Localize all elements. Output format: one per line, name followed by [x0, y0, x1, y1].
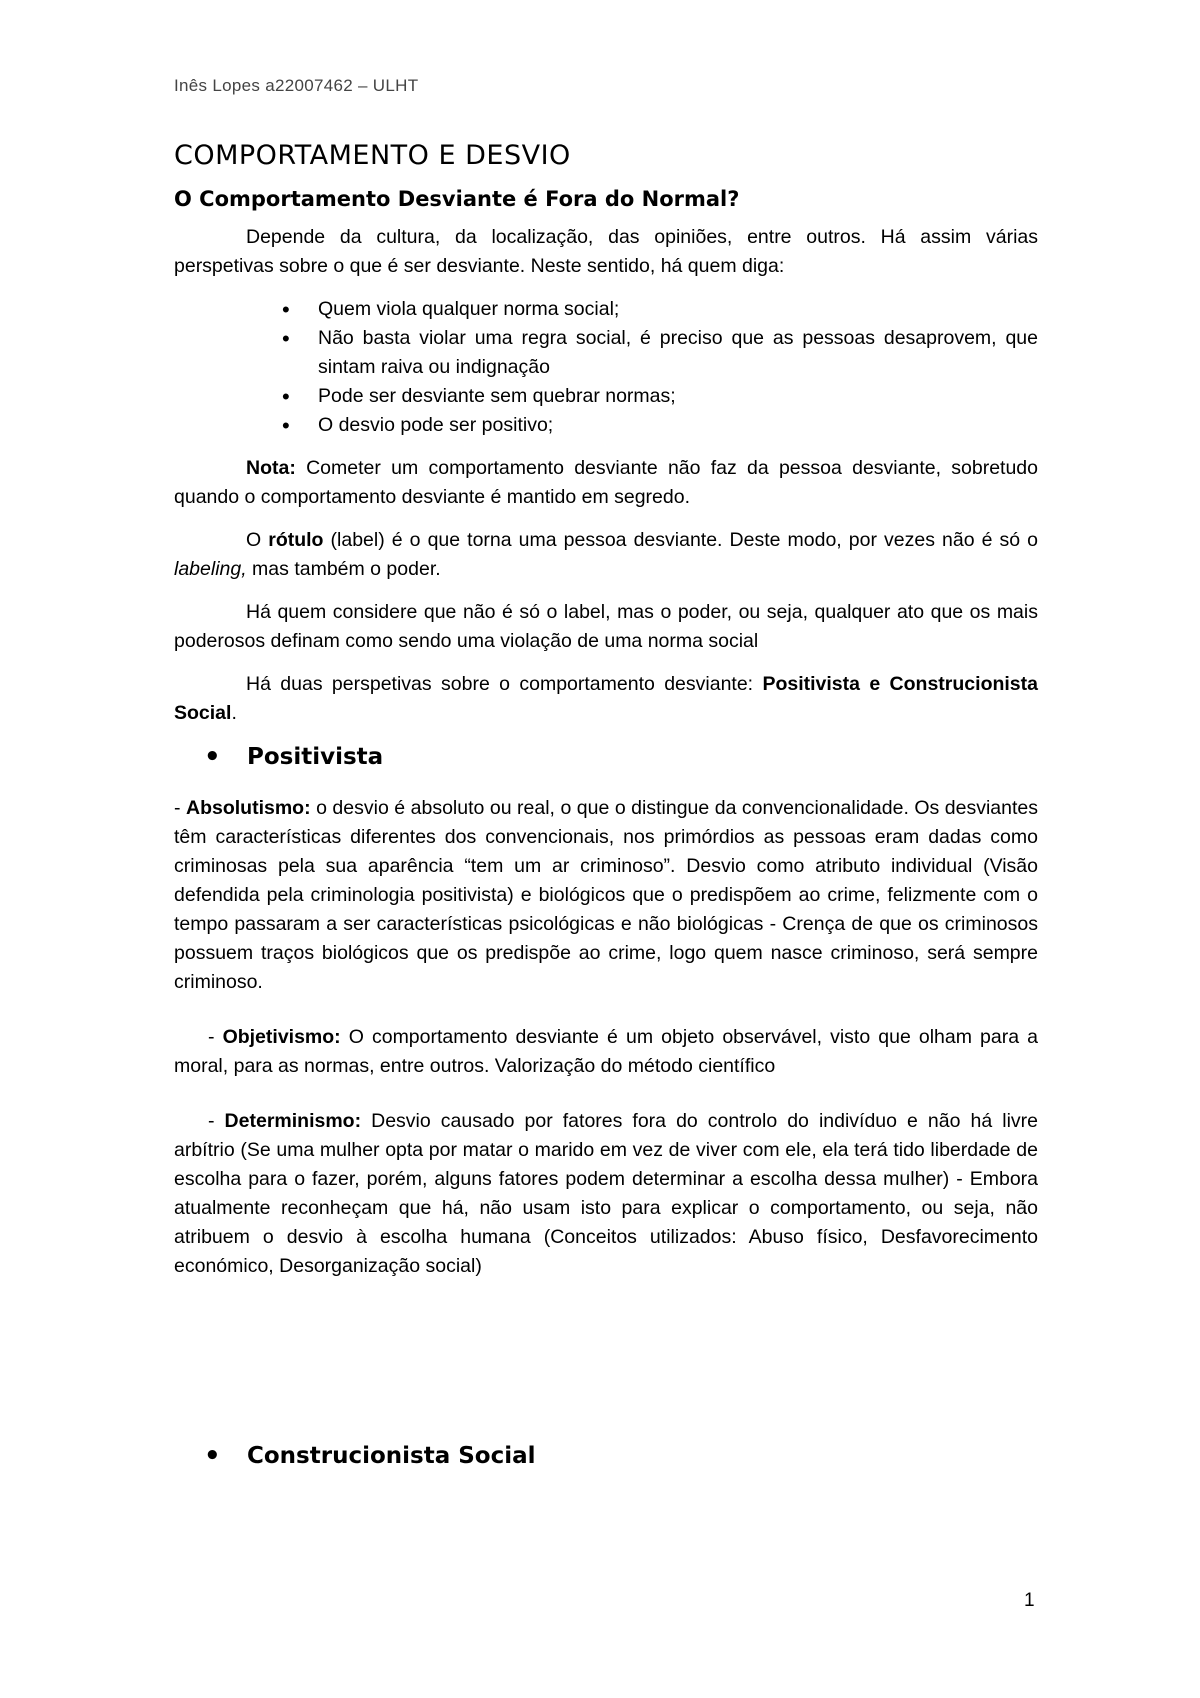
list-item: • Não basta violar uma regra social, é preciso que as pessoas desaprovem, que sintam raiva ou indignação: [318, 324, 1038, 382]
list-item: • Quem viola qualquer norma social;: [318, 295, 1038, 324]
positivist-heading-text: Positivista: [247, 744, 384, 770]
objectivism-text: O comportamento desviante é um objeto observável, visto que olham para a moral, para as normas, entre outros. Valorização do método científico: [174, 1026, 1038, 1077]
determinism-text: Desvio causado por fatores fora do controlo do indivíduo e não há livre arbítrio (Se uma mulher opta por matar o marido em vez de viver com ele, ela terá tido liberdade de escolha para o fazer, porém, alguns fatores podem determinar a escolha dessa mulher) - Embora atualmente reconheçam que há, não usam isto para explicar o comportamento, ou seja, não atribuem o desvio à escolha humana (Conceitos utilizados: Abuso físico, Desfavorecimento económico, Desorganização social): [174, 1110, 1038, 1277]
list-item: • O desvio pode ser positivo;: [318, 411, 1038, 440]
perspectives-end: .: [231, 702, 237, 724]
note-text: Cometer um comportamento desviante não faz da pessoa desviante, sobretudo quando o comportamento desviante é mantido em segredo.: [174, 457, 1038, 508]
positivist-heading: [174, 742, 1038, 772]
page-number: 1: [1024, 1590, 1035, 1611]
perspectives-text: Há duas perspetivas sobre o comportamento desviante:: [246, 673, 763, 695]
dash-prefix: -: [174, 797, 186, 819]
labeling-term: labeling,: [174, 558, 247, 580]
document-title: COMPORTAMENTO E DESVIO: [174, 140, 571, 171]
section-subtitle: O Comportamento Desviante é Fora do Normal?: [174, 187, 740, 211]
document-body: [174, 140, 1038, 1493]
label-paragraph: [174, 526, 1038, 584]
intro-paragraph: Depende da cultura, da localização, das opiniões, entre outros. Há assim várias perspetivas sobre o que é ser desviante. Neste sentido, há quem diga:: [174, 226, 1038, 277]
objectivism-paragraph: [174, 1023, 1038, 1081]
blank-space: [174, 1307, 1038, 1427]
note-paragraph: [174, 454, 1038, 512]
constructionist-heading: [174, 1441, 1038, 1471]
absolutism-paragraph: [174, 794, 1038, 997]
label-text-post: mas também o poder.: [246, 558, 441, 580]
note-label: Nota:: [246, 457, 296, 479]
page-header: Inês Lopes a22007462 – ULHT: [174, 76, 419, 95]
dash-prefix: -: [208, 1110, 225, 1132]
determinism-paragraph: [174, 1107, 1038, 1281]
perspectives-paragraph: [174, 670, 1038, 728]
bullet-icon: •: [204, 1441, 221, 1471]
perspectives-terms: Positivista e Construcionista Social: [174, 673, 1038, 724]
objectivism-label: Objetivismo:: [222, 1026, 341, 1048]
dash-prefix: -: [208, 1026, 223, 1048]
list-item: • Pode ser desviante sem quebrar normas;: [318, 382, 1038, 411]
label-text-pre: O: [246, 529, 269, 551]
determinism-label: Determinismo:: [224, 1110, 362, 1132]
label-text-mid: (label) é o que torna uma pessoa desviante. Deste modo, por vezes não é só o: [323, 529, 1039, 551]
definition-list: [174, 295, 1038, 440]
power-paragraph: Há quem considere que não é só o label, mas o poder, ou seja, qualquer ato que os mais poderosos definam como sendo uma violação de uma norma social: [174, 601, 1038, 652]
absolutism-label: Absolutismo:: [186, 797, 311, 819]
bullet-icon: •: [204, 742, 221, 772]
constructionist-heading-text: Construcionista Social: [247, 1443, 536, 1469]
absolutism-text: o desvio é absoluto ou real, o que o distingue da convencionalidade. Os desviantes têm características diferentes dos convencionais, nos primórdios as pessoas eram dadas como criminosas pela sua aparência “tem um ar criminoso”. Desvio como atributo individual (Visão defendida pela criminologia positivista) e biológicos que o predispõem ao crime, felizmente com o tempo passaram a ser características psicológicas e não biológicas - Crença de que os criminosos possuem traços biológicos que os predispõe ao crime, logo quem nasce criminoso, será sempre criminoso.: [174, 797, 1039, 993]
label-term: rótulo: [268, 529, 324, 551]
